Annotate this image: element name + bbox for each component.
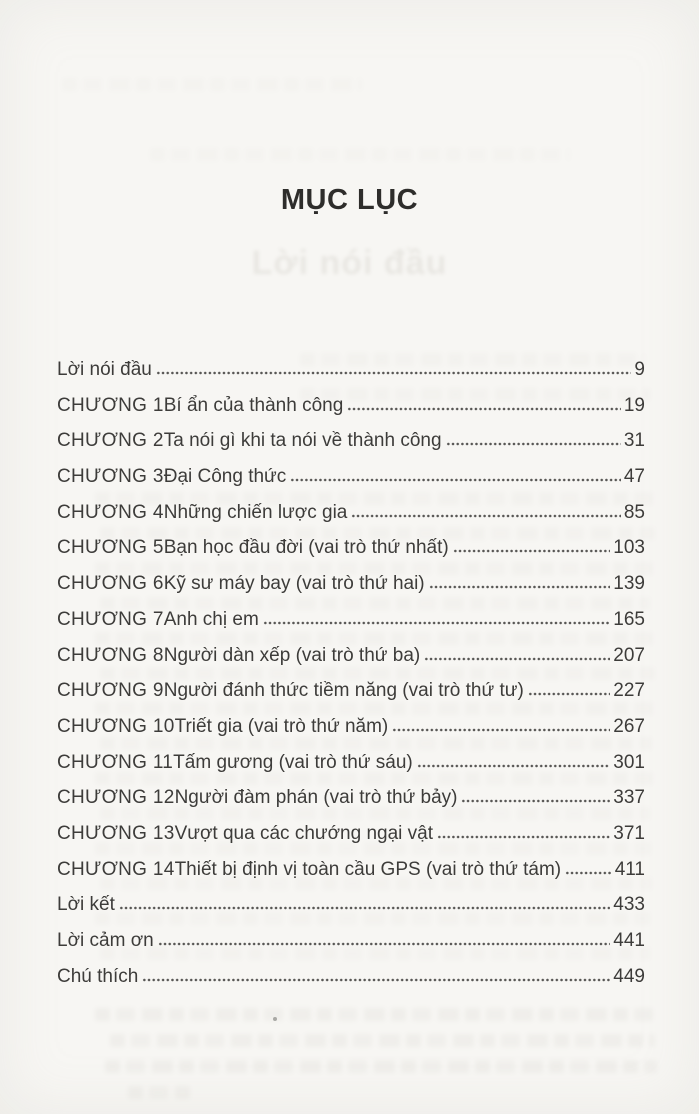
ghost-line bbox=[105, 1060, 657, 1073]
toc-dot-leader bbox=[158, 921, 611, 946]
toc-entry bbox=[57, 850, 645, 886]
toc-entry-title: Bí ẩn của thành công bbox=[163, 394, 344, 416]
toc-entry-label: CHƯƠNG 11 bbox=[57, 751, 174, 773]
scan-speck bbox=[273, 1017, 277, 1021]
toc-entry-page: 301 bbox=[613, 751, 645, 773]
toc-dot-leader bbox=[429, 564, 611, 589]
toc-entry-label: CHƯƠNG 13 bbox=[57, 822, 175, 844]
toc-entry-title: Lời cảm ơn bbox=[57, 930, 154, 951]
toc-entry-label: CHƯƠNG 5 bbox=[57, 537, 164, 559]
toc-entry-page: 207 bbox=[613, 644, 645, 666]
toc-entry-label: CHƯƠNG 8 bbox=[57, 644, 164, 666]
toc-entry-label: CHƯƠNG 6 bbox=[57, 573, 164, 595]
toc-dot-leader bbox=[453, 528, 611, 553]
toc-dot-leader bbox=[156, 350, 632, 375]
ghost-line bbox=[110, 1034, 655, 1047]
toc-dot-leader bbox=[528, 671, 610, 696]
ghost-line bbox=[128, 1086, 190, 1099]
toc-dot-leader bbox=[119, 885, 610, 910]
toc-entry-page: 139 bbox=[613, 573, 645, 595]
toc-dot-leader bbox=[142, 957, 610, 982]
toc-dot-leader bbox=[347, 386, 621, 411]
toc-entry bbox=[57, 778, 645, 814]
toc-entry-title: Người đánh thức tiềm năng (vai trò thứ tư) bbox=[163, 680, 524, 702]
toc-entry bbox=[57, 957, 645, 993]
toc-entry-page: 411 bbox=[614, 858, 645, 880]
toc-entry-page: 227 bbox=[613, 680, 645, 702]
toc-entry bbox=[57, 350, 645, 386]
toc-entry bbox=[57, 600, 645, 636]
toc-entry-title: Triết gia (vai trò thứ năm) bbox=[174, 715, 389, 737]
ghost-line bbox=[95, 1008, 658, 1021]
toc-entry bbox=[57, 743, 645, 779]
toc-entry-page: 9 bbox=[634, 359, 645, 380]
toc-entry bbox=[57, 564, 645, 600]
toc-dot-leader bbox=[263, 600, 611, 625]
toc-entry-page: 19 bbox=[623, 394, 645, 416]
toc-entry-title: Tấm gương (vai trò thứ sáu) bbox=[173, 751, 413, 773]
toc-entry-title: Kỹ sư máy bay (vai trò thứ hai) bbox=[163, 573, 425, 595]
toc-entry-page: 267 bbox=[613, 715, 645, 737]
toc-dot-leader bbox=[446, 421, 621, 446]
ghost-line bbox=[62, 78, 362, 91]
toc-entry-label: CHƯƠNG 4 bbox=[57, 501, 164, 523]
toc-entry-label: CHƯƠNG 12 bbox=[57, 787, 175, 809]
toc-entry-title: Vượt qua các chướng ngại vật bbox=[174, 822, 434, 844]
toc-entry-label: CHƯƠNG 10 bbox=[57, 715, 175, 737]
toc-entry bbox=[57, 814, 645, 850]
toc-entry-page: 85 bbox=[623, 501, 645, 523]
ghost-line bbox=[150, 148, 570, 161]
show-through-heading: Lời nói đầu bbox=[251, 244, 448, 282]
toc-entry-page: 337 bbox=[613, 787, 645, 809]
toc-entry-label: CHƯƠNG 3 bbox=[57, 466, 164, 488]
toc-dot-leader bbox=[437, 814, 610, 839]
toc-entry bbox=[57, 671, 645, 707]
toc-entry-label: CHƯƠNG 9 bbox=[57, 680, 164, 702]
toc-entry-page: 47 bbox=[623, 466, 645, 488]
toc-entry-page: 441 bbox=[613, 930, 645, 951]
toc-entry bbox=[57, 421, 645, 457]
toc-entry-title: Người dàn xếp (vai trò thứ ba) bbox=[163, 644, 421, 666]
toc-entry bbox=[57, 921, 645, 957]
toc-dot-leader bbox=[461, 778, 610, 803]
toc-dot-leader bbox=[392, 707, 610, 732]
toc-entry-page: 449 bbox=[613, 965, 645, 987]
toc-dot-leader bbox=[565, 850, 612, 875]
toc-entry-title: Anh chị em bbox=[163, 608, 259, 630]
toc-entry-title: Lời nói đầu bbox=[57, 359, 152, 380]
toc-entry bbox=[57, 528, 645, 564]
toc-entry bbox=[57, 457, 645, 493]
toc-entry-title: Người đàm phán (vai trò thứ bảy) bbox=[174, 787, 458, 809]
toc-entry bbox=[57, 386, 645, 422]
toc-dot-leader bbox=[290, 457, 621, 482]
toc-dot-leader bbox=[351, 493, 620, 518]
toc-entry-page: 103 bbox=[613, 537, 645, 559]
toc-entry-title: Đại Công thức bbox=[163, 466, 287, 488]
toc-entry-label: CHƯƠNG 2 bbox=[57, 430, 164, 452]
toc-entry-label: CHƯƠNG 14 bbox=[57, 858, 175, 880]
toc-entry-title: Thiết bị định vị toàn cầu GPS (vai trò thứ tám) bbox=[174, 858, 562, 880]
toc-entry-title: Bạn học đầu đời (vai trò thứ nhất) bbox=[163, 537, 449, 559]
toc-entry bbox=[57, 493, 645, 529]
toc-dot-leader bbox=[417, 743, 611, 768]
toc-entry-page: 31 bbox=[623, 430, 645, 452]
toc-entry-label: CHƯƠNG 7 bbox=[57, 608, 164, 630]
toc-entry-title: Chú thích bbox=[57, 965, 139, 987]
toc-list bbox=[57, 350, 645, 992]
toc-entry-page: 371 bbox=[613, 822, 645, 844]
toc-entry-title: Những chiến lược gia bbox=[163, 501, 348, 523]
toc-heading: MỤC LỤC bbox=[280, 184, 419, 216]
toc-entry bbox=[57, 885, 645, 921]
toc-entry bbox=[57, 707, 645, 743]
toc-entry-page: 165 bbox=[613, 608, 645, 630]
toc-dot-leader bbox=[424, 636, 610, 661]
toc-entry-title: Ta nói gì khi ta nói về thành công bbox=[163, 430, 442, 452]
toc-entry-page: 433 bbox=[613, 894, 645, 916]
toc-entry-title: Lời kết bbox=[57, 894, 115, 916]
toc-entry-label: CHƯƠNG 1 bbox=[57, 394, 164, 416]
toc-entry bbox=[57, 636, 645, 672]
